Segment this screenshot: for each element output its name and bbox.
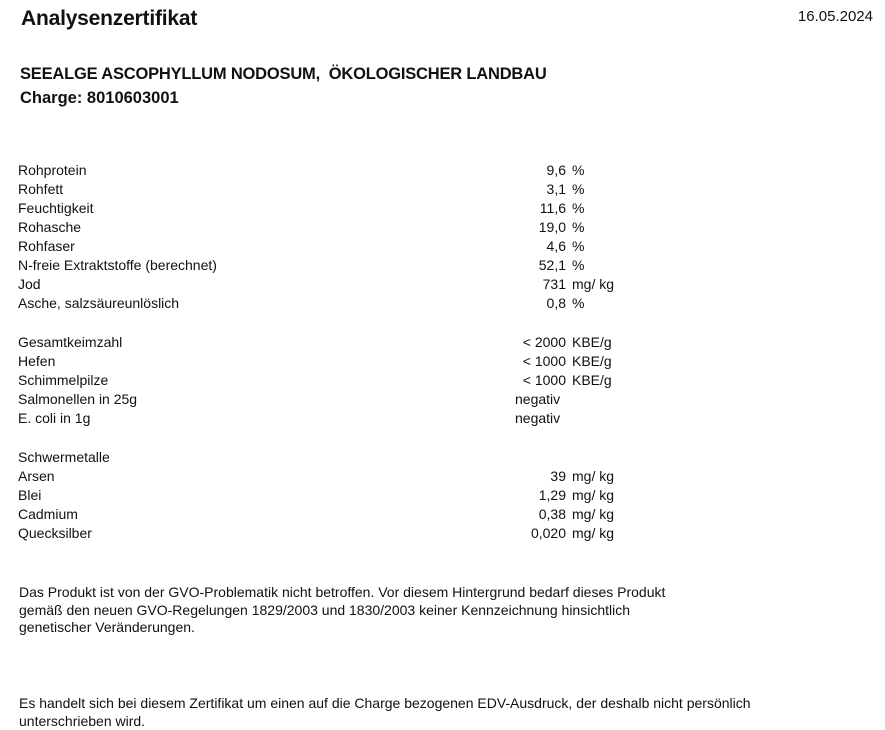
row-label: N-freie Extraktstoffe (berechnet) <box>18 256 217 275</box>
microbiology-row <box>18 371 638 390</box>
row-unit: % <box>572 237 584 256</box>
nutrient-row <box>18 294 638 313</box>
microbiology-row <box>18 390 638 409</box>
row-label: E. coli in 1g <box>18 409 90 428</box>
row-unit: mg/ kg <box>572 486 614 505</box>
metal-row <box>18 505 638 524</box>
row-unit: mg/ kg <box>572 275 614 294</box>
gvo-statement <box>19 584 859 637</box>
row-result: negativ <box>515 409 560 428</box>
row-label: Arsen <box>18 467 55 486</box>
row-value: 0,020 <box>531 524 566 543</box>
row-label: Rohfett <box>18 180 63 199</box>
row-label: Blei <box>18 486 41 505</box>
row-value: 39 <box>550 467 566 486</box>
row-unit: % <box>572 218 584 237</box>
microbiology-row <box>18 409 638 428</box>
metal-row <box>18 524 638 543</box>
document-title: Analysenzertifikat <box>21 7 197 31</box>
nutrient-row <box>18 199 638 218</box>
row-label: Schimmelpilze <box>18 371 108 390</box>
metal-row <box>18 486 638 505</box>
row-unit: % <box>572 161 584 180</box>
row-unit: KBE/g <box>572 333 612 352</box>
nutrient-row <box>18 218 638 237</box>
gvo-line: Das Produkt ist von der GVO-Problematik nicht betroffen. Vor diesem Hintergrund bedarf dieses Produkt <box>19 584 859 602</box>
row-value: < 2000 <box>523 333 566 352</box>
heavy-metals-heading: Schwermetalle <box>18 448 110 467</box>
row-unit: mg/ kg <box>572 467 614 486</box>
row-value: 9,6 <box>547 161 566 180</box>
nutrient-row <box>18 180 638 199</box>
row-label: Rohprotein <box>18 161 87 180</box>
row-unit: KBE/g <box>572 352 612 371</box>
row-value: 1,29 <box>539 486 566 505</box>
row-value: 4,6 <box>547 237 566 256</box>
row-unit: KBE/g <box>572 371 612 390</box>
row-unit: % <box>572 199 584 218</box>
edv-line: unterschrieben wird. <box>19 713 859 730</box>
row-value: < 1000 <box>523 371 566 390</box>
row-value: 3,1 <box>547 180 566 199</box>
nutrient-row <box>18 275 638 294</box>
row-value: 0,38 <box>539 505 566 524</box>
row-result: negativ <box>515 390 560 409</box>
row-label: Gesamtkeimzahl <box>18 333 122 352</box>
metal-row <box>18 467 638 486</box>
gvo-line: gemäß den neuen GVO-Regelungen 1829/2003 und 1830/2003 keiner Kennzeichnung hinsichtlich <box>19 602 859 620</box>
edv-line: Es handelt sich bei diesem Zertifikat um einen auf die Charge bezogenen EDV-Ausdruck, der deshalb nicht persönlich <box>19 695 859 713</box>
section-heading <box>18 448 638 467</box>
row-value: 731 <box>543 275 566 294</box>
row-value: 0,8 <box>547 294 566 313</box>
row-value: 19,0 <box>539 218 566 237</box>
row-unit: % <box>572 256 584 275</box>
nutrient-row <box>18 256 638 275</box>
row-label: Hefen <box>18 352 55 371</box>
product-name: SEEALGE ASCOPHYLLUM NODOSUM, ÖKOLOGISCHER LANDBAU <box>20 65 547 84</box>
row-label: Rohasche <box>18 218 81 237</box>
nutrient-row <box>18 237 638 256</box>
batch-number: Charge: 8010603001 <box>20 89 179 108</box>
gvo-line: genetischer Veränderungen. <box>19 619 859 637</box>
row-unit: % <box>572 180 584 199</box>
row-unit: mg/ kg <box>572 524 614 543</box>
edv-statement <box>19 695 859 730</box>
row-label: Quecksilber <box>18 524 92 543</box>
row-label: Rohfaser <box>18 237 75 256</box>
document-date: 16.05.2024 <box>798 8 873 25</box>
row-label: Feuchtigkeit <box>18 199 93 218</box>
row-unit: mg/ kg <box>572 505 614 524</box>
microbiology-row <box>18 333 638 352</box>
row-label: Asche, salzsäureunlöslich <box>18 294 179 313</box>
row-label: Jod <box>18 275 41 294</box>
row-value: < 1000 <box>523 352 566 371</box>
row-value: 52,1 <box>539 256 566 275</box>
row-label: Cadmium <box>18 505 78 524</box>
nutrient-row <box>18 161 638 180</box>
microbiology-row <box>18 352 638 371</box>
row-label: Salmonellen in 25g <box>18 390 137 409</box>
row-unit: % <box>572 294 584 313</box>
row-value: 11,6 <box>540 199 566 218</box>
